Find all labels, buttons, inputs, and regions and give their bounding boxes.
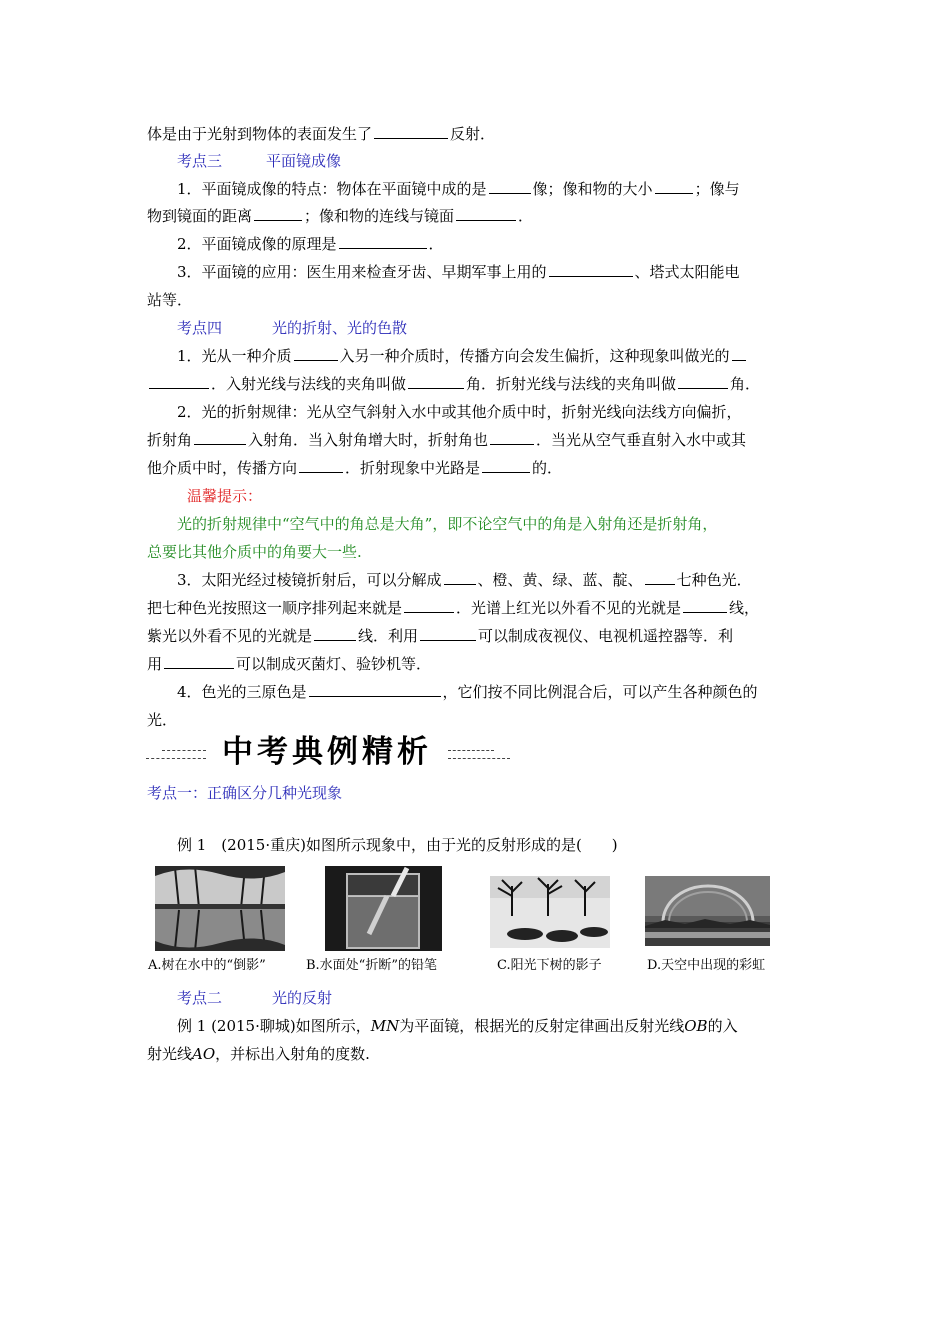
text: 1．平面镜成像的特点：物体在平面镜中成的是 bbox=[177, 180, 487, 198]
text-line bbox=[177, 262, 740, 282]
section-heading bbox=[177, 151, 341, 171]
text: 可以制成灭菌灯、验钞机等． bbox=[236, 655, 432, 673]
example-question bbox=[177, 1016, 738, 1036]
text: ．当光从空气垂直射入水中或其 bbox=[536, 431, 747, 449]
text: 4．色光的三原色是 bbox=[177, 683, 307, 701]
text: 反射． bbox=[450, 125, 496, 143]
image-caption-b: B.水面处“折断”的铅笔 bbox=[306, 958, 437, 973]
tip-title: 温馨提示： bbox=[187, 487, 263, 505]
text: 线．利用 bbox=[358, 627, 419, 645]
text: 、橙、黄、绿、蓝、靛、 bbox=[477, 571, 643, 589]
text: ，它们按不同比例混合后，可以产生各种颜色的 bbox=[442, 683, 758, 701]
text: 用 bbox=[147, 655, 163, 673]
answer-blank[interactable] bbox=[309, 682, 441, 697]
text: 角． bbox=[730, 375, 761, 393]
text: ． bbox=[518, 207, 534, 225]
text-line: 光． bbox=[147, 711, 178, 729]
answer-blank[interactable] bbox=[408, 374, 464, 389]
tree-reflection-image bbox=[155, 866, 285, 951]
text: 线， bbox=[729, 599, 760, 617]
photo-tree-shadow bbox=[490, 876, 610, 948]
text: 入射角．当入射角增大时，折射角也 bbox=[248, 431, 489, 449]
answer-blank[interactable] bbox=[149, 374, 209, 389]
banner-title: 中考典例精析 bbox=[222, 734, 432, 770]
section-heading: 考点一：正确区分几种光现象 bbox=[147, 784, 343, 802]
answer-blank[interactable] bbox=[732, 346, 746, 361]
text: 把七种色光按照这一顺序排列起来就是 bbox=[147, 599, 403, 617]
banner-dash bbox=[146, 758, 206, 759]
tree-shadow-image bbox=[490, 876, 610, 948]
text: 、塔式太阳能电 bbox=[634, 263, 740, 281]
tip-text: 光的折射规律中“空气中的角总是大角”，即不论空气中的角是入射角还是折射角， bbox=[177, 515, 718, 533]
photo-tree-reflection bbox=[155, 866, 285, 951]
answer-blank[interactable] bbox=[164, 654, 234, 669]
photo-rainbow bbox=[645, 876, 770, 946]
answer-blank[interactable] bbox=[374, 124, 448, 139]
photo-pencil-in-water bbox=[325, 866, 442, 951]
text: ．入射光线与法线的夹角叫做 bbox=[211, 375, 407, 393]
answer-blank[interactable] bbox=[549, 262, 633, 277]
text-line bbox=[177, 346, 748, 366]
answer-blank[interactable] bbox=[482, 458, 530, 473]
banner-dash bbox=[448, 750, 494, 751]
text: ．折射现象中光路是 bbox=[345, 459, 481, 477]
answer-blank[interactable] bbox=[314, 626, 356, 641]
text-line bbox=[147, 430, 746, 450]
section-label: 考点四 bbox=[177, 319, 223, 337]
text: 七种色光． bbox=[676, 571, 752, 589]
text: 入另一种介质时，传播方向会发生偏折，这种现象叫做光的 bbox=[339, 347, 730, 365]
section-title: 平面镜成像 bbox=[266, 152, 342, 170]
text: 为平面镜，根据光的反射定律画出反射光线 bbox=[399, 1017, 685, 1035]
text: 1．光从一种介质 bbox=[177, 347, 292, 365]
section-heading bbox=[177, 318, 407, 338]
text: 的入 bbox=[707, 1017, 738, 1035]
text-line bbox=[147, 626, 733, 646]
text: ；像与 bbox=[694, 180, 740, 198]
section-label: 考点二 bbox=[177, 989, 223, 1007]
text: 射光线 bbox=[147, 1045, 193, 1063]
text: ． bbox=[428, 235, 444, 253]
text: 物到镜面的距离 bbox=[147, 207, 253, 225]
text: 角．折射光线与法线的夹角叫做 bbox=[466, 375, 677, 393]
text: ．光谱上红光以外看不见的光就是 bbox=[456, 599, 682, 617]
answer-blank[interactable] bbox=[339, 234, 427, 249]
section-title: 光的反射 bbox=[272, 989, 333, 1007]
text-line bbox=[177, 179, 740, 199]
math-symbol: OB bbox=[684, 1017, 708, 1035]
answer-blank[interactable] bbox=[404, 598, 454, 613]
image-caption-c: C.阳光下树的影子 bbox=[497, 958, 602, 973]
text-line bbox=[177, 682, 758, 702]
math-symbol: AO bbox=[192, 1045, 216, 1063]
answer-blank[interactable] bbox=[645, 570, 675, 585]
section-heading bbox=[177, 988, 332, 1008]
text: 他介质中时，传播方向 bbox=[147, 459, 298, 477]
answer-blank[interactable] bbox=[294, 346, 338, 361]
text: 紫光以外看不见的光就是 bbox=[147, 627, 313, 645]
text-line bbox=[147, 374, 760, 394]
text: ；像和物的连线与镜面 bbox=[304, 207, 455, 225]
text: 像；像和物的大小 bbox=[532, 180, 653, 198]
answer-blank[interactable] bbox=[655, 179, 693, 194]
text: 例 1 (2015·聊城)如图所示， bbox=[177, 1017, 371, 1035]
rainbow-image bbox=[645, 876, 770, 946]
text-line bbox=[147, 598, 759, 618]
text-line bbox=[177, 234, 444, 254]
answer-blank[interactable] bbox=[444, 570, 476, 585]
image-caption-a: A.树在水中的“倒影” bbox=[148, 958, 266, 973]
answer-blank[interactable] bbox=[194, 430, 246, 445]
banner-dash bbox=[162, 750, 206, 751]
section-title: 光的折射、光的色散 bbox=[272, 319, 408, 337]
math-symbol: MN bbox=[370, 1017, 400, 1035]
text: ，并标出入射角的度数. bbox=[215, 1045, 370, 1063]
text-line bbox=[147, 654, 431, 674]
tip-text: 总要比其他介质中的角要大一些. bbox=[147, 543, 362, 561]
example-question: 例 1 (2015·重庆)如图所示现象中，由于光的反射形成的是( ) bbox=[177, 836, 618, 854]
answer-blank[interactable] bbox=[456, 206, 516, 221]
text: 的． bbox=[532, 459, 563, 477]
image-caption-d: D.天空中出现的彩虹 bbox=[647, 958, 766, 973]
answer-blank[interactable] bbox=[683, 598, 727, 613]
text: 3．平面镜的应用：医生用来检查牙齿、早期军事上用的 bbox=[177, 263, 547, 281]
answer-blank[interactable] bbox=[299, 458, 343, 473]
section-label: 考点三 bbox=[177, 152, 223, 170]
text-line bbox=[147, 124, 495, 144]
text: 3．太阳光经过棱镜折射后，可以分解成 bbox=[177, 571, 442, 589]
text-line: 2．光的折射规律：光从空气斜射入水中或其他介质中时，折射光线向法线方向偏折， bbox=[177, 403, 742, 421]
text-line: 站等． bbox=[147, 291, 193, 309]
example-question bbox=[147, 1044, 370, 1064]
text: 折射角 bbox=[147, 431, 193, 449]
text-line bbox=[177, 570, 752, 590]
answer-blank[interactable] bbox=[420, 626, 476, 641]
answer-blank[interactable] bbox=[254, 206, 302, 221]
answer-blank[interactable] bbox=[489, 179, 531, 194]
text: 体是由于光射到物体的表面发生了 bbox=[147, 125, 373, 143]
pencil-in-water-image bbox=[325, 866, 442, 951]
answer-blank[interactable] bbox=[490, 430, 534, 445]
text: 可以制成夜视仪、电视机遥控器等．利 bbox=[478, 627, 734, 645]
banner-dash bbox=[448, 758, 510, 759]
text-line bbox=[147, 458, 562, 478]
text: 2．平面镜成像的原理是 bbox=[177, 235, 337, 253]
text-line bbox=[147, 206, 533, 226]
answer-blank[interactable] bbox=[678, 374, 728, 389]
